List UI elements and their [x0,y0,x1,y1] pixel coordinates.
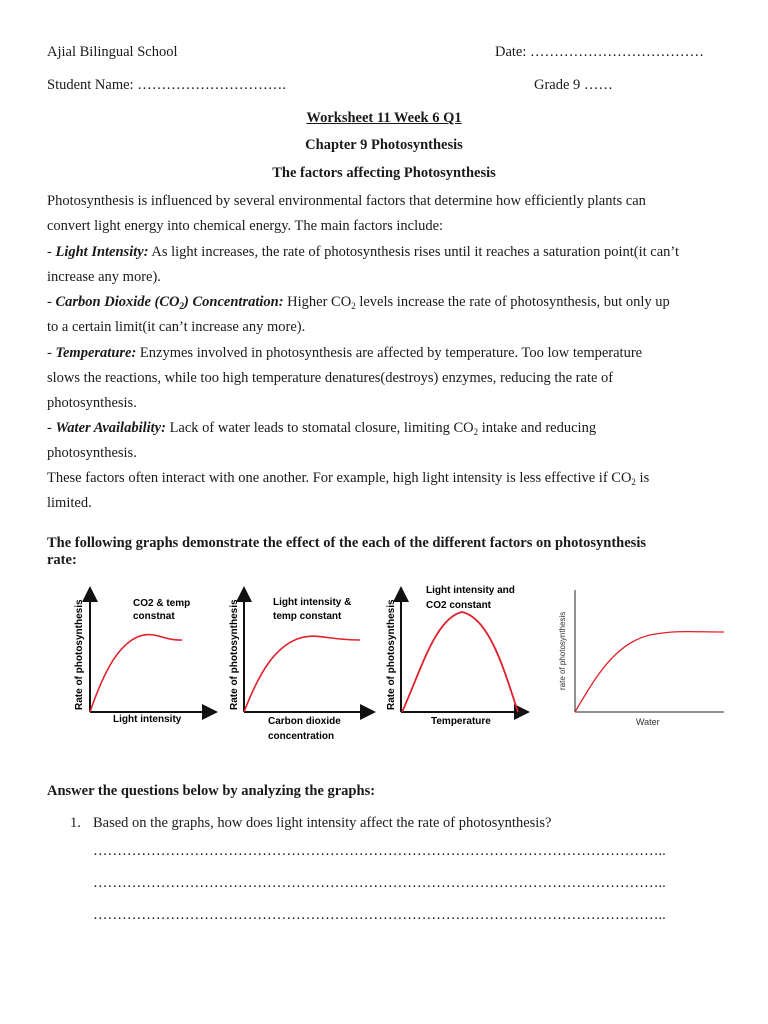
question-number: 1. [70,815,81,831]
graphs-figure [60,578,728,748]
factor-temperature-cont-2: photosynthesis. [47,395,137,411]
graphs-heading-2: rate: [47,552,77,568]
factor-label: Temperature: [55,345,137,361]
intro-line-1: Photosynthesis is influenced by several environmental factors that determine how efficiently plants can [47,193,646,209]
date-field[interactable]: Date: ……………………………… [495,44,705,60]
factor-label: Light Intensity: [55,244,149,260]
bullet-dash: - [47,294,56,310]
graph-note-line-1: Light intensity & [273,597,352,608]
graph-note-line-2: temp constant [273,611,342,622]
y-axis-label: Rate of photosynthesis [229,599,240,710]
answer-line[interactable]: ……………………………………………………………………………………………………….. [93,907,666,923]
answer-line[interactable]: ……………………………………………………………………………………………………….. [93,875,666,891]
factor-temperature [47,341,642,366]
graph-carbon-dioxide [229,590,372,742]
factor-text: Enzymes involved in photosynthesis are affected by temperature. Too low temperature [136,345,643,361]
x-axis-label: Light intensity [113,714,182,725]
intro-line-2: convert light energy into chemical energy. The main factors include: [47,218,444,234]
factor-water-cont: photosynthesis. [47,445,137,461]
factor-label: Water Availability: [55,420,166,436]
factor-text: As light increases, the rate of photosynthesis rises until it reaches a saturation point(it can’t [148,244,679,260]
rate-curve [90,635,182,712]
graph-note-line-2: constnat [133,611,175,622]
school-name: Ajial Bilingual School [47,44,178,60]
graph-note-line-1: CO2 & temp [133,598,191,609]
factor-co2-cont: to a certain limit(it can’t increase any more). [47,319,306,335]
graph-note-line-2: CO2 constant [426,600,492,611]
y-axis-label: Rate of photosynthesis [74,599,85,710]
graph-note-line-1: Light intensity and [426,585,515,596]
x-axis-label-line-2: concentration [268,731,335,742]
rate-curve [575,632,724,712]
factor-temperature-cont-1: slows the reactions, while too high temperature denatures(destroys) enzymes, reducing the rate of [47,370,614,386]
graphs-heading-1: The following graphs demonstrate the effect of the each of the different factors on photosynthesis [47,535,646,551]
worksheet-title: Worksheet 11 Week 6 Q1 [306,110,462,126]
rate-curve [244,636,360,712]
bullet-dash: - [47,345,56,361]
y-axis-label: rate of photosynthesis [558,611,567,690]
rate-curve [402,612,518,712]
graph-light-intensity [74,590,214,725]
y-axis-label: Rate of photosynthesis [386,599,397,710]
x-axis-label: Temperature [431,716,491,727]
bullet-dash: - [47,420,56,436]
factor-text: Higher $CO_2$ levels increase the rate of photosynthesis, but only up [283,294,670,311]
interaction-line-2: limited. [47,495,92,511]
question-text: Based on the graphs, how does light intensity affect the rate of photosynthesis? [93,815,552,831]
x-axis-label: Carbon dioxide [268,716,341,727]
x-axis-label: Water [636,717,660,727]
questions-heading: Answer the questions below by analyzing the graphs: [47,783,376,799]
factor-label: Carbon Dioxide $(CO_2)$ Concentration: [55,294,284,311]
factor-light-intensity [47,240,679,265]
graph-water [558,590,724,727]
bullet-dash: - [47,244,56,260]
chapter-title: Chapter 9 Photosynthesis [305,137,463,153]
topic-title: The factors affecting Photosynthesis [272,165,496,181]
grade-field[interactable]: Grade 9 …… [534,77,613,93]
graph-temperature [386,585,526,727]
factor-light-intensity-cont: increase any more). [47,269,161,285]
interaction-line-1: These factors often interact with one another. For example, high light intensity is less effective if $CO_2$ is [47,470,650,487]
student-name-field[interactable]: Student Name: …………………………. [47,77,286,93]
factor-text: Lack of water leads to stomatal closure, limiting $CO_2$ intake and reducing [165,420,597,437]
answer-line[interactable]: ……………………………………………………………………………………………………….. [93,843,666,859]
